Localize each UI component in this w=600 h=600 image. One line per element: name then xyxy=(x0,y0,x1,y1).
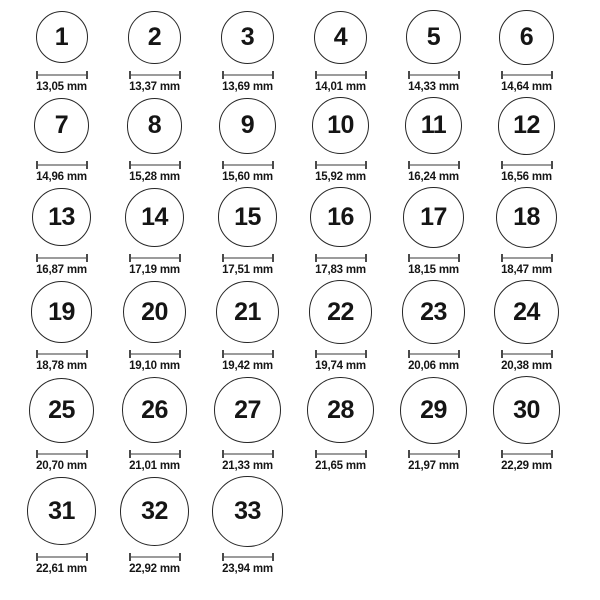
ring-size-circle xyxy=(405,97,462,154)
ring-size-number: 23 xyxy=(420,297,447,326)
ring-size-cell xyxy=(294,374,387,472)
ring-size-number: 26 xyxy=(141,395,168,424)
ring-size-cell xyxy=(294,278,387,372)
ring-size-circle xyxy=(34,98,89,153)
measure-line xyxy=(38,453,86,455)
circle-zone xyxy=(405,95,462,157)
ring-size-circle xyxy=(219,98,275,154)
diameter-label: 21,97 mm xyxy=(408,460,459,472)
circle-zone xyxy=(214,374,280,446)
measure-line xyxy=(503,257,551,259)
measure-line xyxy=(224,353,272,355)
ring-size-circle xyxy=(123,281,185,343)
diameter-measure-line xyxy=(222,450,274,458)
measure-line xyxy=(317,74,365,76)
measure-tick-right-icon xyxy=(551,254,553,262)
ring-size-number: 21 xyxy=(234,297,261,326)
measure-line xyxy=(38,257,86,259)
diameter-measure-line xyxy=(315,71,367,79)
diameter-measure-line xyxy=(501,71,553,79)
measure-line xyxy=(131,453,179,455)
measure-tick-right-icon xyxy=(551,350,553,358)
ring-size-circle xyxy=(402,280,466,344)
diameter-label: 20,06 mm xyxy=(408,360,459,373)
ring-size-number: 2 xyxy=(147,22,162,51)
ring-size-cell xyxy=(294,95,387,183)
ring-size-circle xyxy=(216,281,279,344)
ring-size-circle xyxy=(496,187,557,248)
diameter-label: 16,24 mm xyxy=(408,170,459,183)
measure-tick-right-icon xyxy=(458,161,460,169)
diameter-label: 14,01 mm xyxy=(315,80,366,93)
ring-size-cell xyxy=(108,8,201,93)
measure-tick-right-icon xyxy=(179,71,181,79)
ring-size-cell xyxy=(480,278,573,372)
circle-zone xyxy=(123,278,185,346)
circle-zone xyxy=(125,185,184,250)
ring-size-number: 8 xyxy=(147,111,162,140)
ring-size-number: 4 xyxy=(333,22,348,51)
ring-size-cell xyxy=(15,95,108,183)
diameter-measure-line xyxy=(315,350,367,358)
circle-zone xyxy=(219,95,275,157)
measure-line xyxy=(410,74,458,76)
diameter-measure-line xyxy=(36,553,88,561)
ring-size-circle xyxy=(307,377,374,444)
measure-tick-right-icon xyxy=(272,553,274,561)
circle-zone xyxy=(494,278,558,346)
measure-line xyxy=(317,353,365,355)
circle-zone xyxy=(29,374,94,446)
diameter-label: 18,78 mm xyxy=(36,360,87,373)
circle-zone xyxy=(493,374,561,446)
ring-size-number: 14 xyxy=(141,202,168,231)
ring-size-circle xyxy=(128,11,181,64)
circle-zone xyxy=(120,474,189,549)
measure-line xyxy=(503,453,551,455)
ring-size-number: 25 xyxy=(48,395,75,424)
ring-size-circle xyxy=(36,11,88,63)
ring-size-number: 22 xyxy=(327,297,354,326)
measure-tick-right-icon xyxy=(365,350,367,358)
diameter-measure-line xyxy=(501,254,553,262)
diameter-label: 18,15 mm xyxy=(408,263,459,276)
ring-size-number: 20 xyxy=(141,297,168,326)
diameter-measure-line xyxy=(222,161,274,169)
measure-tick-right-icon xyxy=(458,450,460,458)
measure-tick-right-icon xyxy=(458,71,460,79)
diameter-label: 20,38 mm xyxy=(501,360,552,373)
measure-line xyxy=(410,257,458,259)
ring-size-cell xyxy=(387,95,480,183)
ring-size-number: 33 xyxy=(234,496,261,525)
measure-tick-right-icon xyxy=(458,350,460,358)
circle-zone xyxy=(498,95,556,157)
diameter-measure-line xyxy=(129,350,181,358)
diameter-label: 21,33 mm xyxy=(222,460,273,472)
measure-line xyxy=(224,74,272,76)
circle-zone xyxy=(216,278,279,346)
measure-tick-right-icon xyxy=(179,553,181,561)
measure-line xyxy=(317,164,365,166)
measure-line xyxy=(503,353,551,355)
ring-size-circle xyxy=(32,188,90,246)
diameter-measure-line xyxy=(222,254,274,262)
diameter-measure-line xyxy=(129,254,181,262)
diameter-label: 21,65 mm xyxy=(315,460,366,472)
circle-zone xyxy=(127,95,183,157)
ring-size-cell xyxy=(108,374,201,472)
ring-size-number: 1 xyxy=(54,22,69,51)
ring-size-circle xyxy=(29,378,94,443)
ring-size-cell xyxy=(108,474,201,575)
ring-size-number: 7 xyxy=(54,111,69,140)
measure-tick-right-icon xyxy=(179,161,181,169)
diameter-measure-line xyxy=(222,350,274,358)
ring-size-cell xyxy=(15,474,108,575)
diameter-label: 13,69 mm xyxy=(222,80,273,93)
measure-tick-right-icon xyxy=(365,450,367,458)
ring-size-number: 10 xyxy=(327,111,354,140)
circle-zone xyxy=(218,185,278,250)
measure-tick-right-icon xyxy=(179,350,181,358)
diameter-label: 16,87 mm xyxy=(36,263,87,276)
ring-size-cell xyxy=(108,278,201,372)
diameter-measure-line xyxy=(36,71,88,79)
circle-zone xyxy=(312,95,369,157)
diameter-measure-line xyxy=(36,254,88,262)
measure-tick-right-icon xyxy=(365,71,367,79)
circle-zone xyxy=(31,278,93,346)
ring-size-number: 31 xyxy=(48,496,75,525)
ring-size-cell xyxy=(480,185,573,276)
diameter-label: 13,05 mm xyxy=(36,80,87,93)
ring-size-number: 3 xyxy=(240,22,255,51)
ring-size-number: 11 xyxy=(420,111,447,140)
diameter-label: 19,42 mm xyxy=(222,360,273,373)
ring-size-circle xyxy=(403,187,464,248)
ring-size-circle xyxy=(31,281,93,343)
ring-size-cell xyxy=(201,95,294,183)
diameter-measure-line xyxy=(36,350,88,358)
ring-size-cell xyxy=(108,95,201,183)
ring-size-number: 32 xyxy=(141,496,168,525)
circle-zone xyxy=(314,8,368,67)
measure-line xyxy=(38,556,86,558)
measure-line xyxy=(224,164,272,166)
diameter-label: 16,56 mm xyxy=(501,170,552,183)
ring-size-number: 24 xyxy=(513,297,540,326)
circle-zone xyxy=(406,8,460,67)
measure-line xyxy=(503,164,551,166)
measure-tick-right-icon xyxy=(365,161,367,169)
circle-zone xyxy=(122,374,188,446)
diameter-label: 22,61 mm xyxy=(36,562,87,575)
ring-size-cell xyxy=(201,185,294,276)
measure-tick-right-icon xyxy=(86,161,88,169)
chart-row xyxy=(15,8,600,93)
ring-size-number: 13 xyxy=(48,202,75,231)
measure-tick-right-icon xyxy=(86,553,88,561)
ring-size-number: 17 xyxy=(420,202,447,231)
ring-size-number: 18 xyxy=(513,202,540,231)
ring-size-cell xyxy=(15,278,108,372)
ring-size-circle xyxy=(214,377,280,443)
circle-zone xyxy=(310,185,370,250)
ring-size-cell xyxy=(201,474,294,575)
circle-zone xyxy=(36,8,88,67)
measure-tick-right-icon xyxy=(365,254,367,262)
chart-row xyxy=(15,374,600,472)
measure-tick-right-icon xyxy=(458,254,460,262)
measure-line xyxy=(224,453,272,455)
ring-size-cell xyxy=(15,185,108,276)
ring-size-cell xyxy=(294,8,387,93)
diameter-measure-line xyxy=(129,161,181,169)
circle-zone xyxy=(221,8,274,67)
diameter-measure-line xyxy=(408,254,460,262)
diameter-label: 23,94 mm xyxy=(222,562,273,575)
diameter-label: 15,60 mm xyxy=(222,170,273,183)
ring-size-cell xyxy=(480,95,573,183)
ring-size-number: 16 xyxy=(327,202,354,231)
circle-zone xyxy=(34,95,89,157)
measure-line xyxy=(131,164,179,166)
ring-size-number: 19 xyxy=(48,297,75,326)
diameter-label: 22,92 mm xyxy=(129,562,180,575)
circle-zone xyxy=(499,8,554,67)
ring-size-circle xyxy=(314,11,368,65)
ring-size-cell xyxy=(387,374,480,472)
ring-size-circle xyxy=(122,377,188,443)
measure-tick-right-icon xyxy=(272,350,274,358)
measure-line xyxy=(503,74,551,76)
circle-zone xyxy=(212,474,283,549)
ring-size-number: 6 xyxy=(519,22,534,51)
measure-line xyxy=(317,453,365,455)
diameter-measure-line xyxy=(408,71,460,79)
diameter-measure-line xyxy=(36,161,88,169)
diameter-measure-line xyxy=(129,450,181,458)
measure-line xyxy=(317,257,365,259)
ring-size-cell xyxy=(201,374,294,472)
measure-line xyxy=(224,257,272,259)
ring-size-number: 27 xyxy=(234,395,261,424)
ring-size-circle xyxy=(310,187,370,247)
measure-line xyxy=(410,453,458,455)
measure-tick-right-icon xyxy=(86,254,88,262)
diameter-label: 14,96 mm xyxy=(36,170,87,183)
measure-line xyxy=(410,164,458,166)
measure-tick-right-icon xyxy=(179,450,181,458)
chart-row xyxy=(15,278,600,372)
chart-row xyxy=(15,185,600,276)
measure-tick-right-icon xyxy=(551,450,553,458)
ring-size-number: 28 xyxy=(327,395,354,424)
ring-size-cell xyxy=(480,374,573,472)
measure-line xyxy=(131,353,179,355)
ring-size-circle xyxy=(212,476,283,547)
diameter-label: 14,64 mm xyxy=(501,80,552,93)
measure-tick-right-icon xyxy=(272,71,274,79)
diameter-label: 22,29 mm xyxy=(501,460,552,472)
ring-size-circle xyxy=(218,187,278,247)
measure-tick-right-icon xyxy=(272,161,274,169)
ring-size-circle xyxy=(498,97,556,155)
diameter-measure-line xyxy=(36,450,88,458)
circle-zone xyxy=(496,185,557,250)
measure-tick-right-icon xyxy=(272,450,274,458)
diameter-label: 17,51 mm xyxy=(222,263,273,276)
ring-size-cell xyxy=(387,8,480,93)
measure-line xyxy=(410,353,458,355)
diameter-label: 14,33 mm xyxy=(408,80,459,93)
ring-size-cell xyxy=(387,185,480,276)
ring-size-cell xyxy=(108,185,201,276)
diameter-label: 15,28 mm xyxy=(129,170,180,183)
measure-line xyxy=(38,74,86,76)
ring-size-cell xyxy=(387,278,480,372)
diameter-measure-line xyxy=(315,450,367,458)
ring-size-circle xyxy=(309,280,372,343)
diameter-measure-line xyxy=(315,161,367,169)
diameter-label: 17,19 mm xyxy=(129,263,180,276)
ring-size-circle xyxy=(499,10,554,65)
measure-tick-right-icon xyxy=(86,350,88,358)
diameter-measure-line xyxy=(501,350,553,358)
diameter-measure-line xyxy=(501,450,553,458)
ring-size-circle xyxy=(312,97,369,154)
ring-size-cell xyxy=(294,185,387,276)
circle-zone xyxy=(128,8,181,67)
ring-size-circle xyxy=(494,280,558,344)
diameter-label: 18,47 mm xyxy=(501,263,552,276)
ring-size-cell xyxy=(201,8,294,93)
measure-tick-right-icon xyxy=(86,450,88,458)
ring-size-circle xyxy=(125,188,184,247)
diameter-label: 20,70 mm xyxy=(36,460,87,472)
diameter-label: 15,92 mm xyxy=(315,170,366,183)
circle-zone xyxy=(32,185,90,250)
ring-size-cell xyxy=(201,278,294,372)
diameter-label: 21,01 mm xyxy=(129,460,180,472)
measure-tick-right-icon xyxy=(551,71,553,79)
circle-zone xyxy=(307,374,374,446)
diameter-label: 19,10 mm xyxy=(129,360,180,373)
diameter-label: 17,83 mm xyxy=(315,263,366,276)
circle-zone xyxy=(403,185,464,250)
ring-size-cell xyxy=(480,8,573,93)
measure-line xyxy=(38,164,86,166)
ring-size-circle xyxy=(120,477,189,546)
measure-tick-right-icon xyxy=(272,254,274,262)
measure-tick-right-icon xyxy=(86,71,88,79)
ring-size-number: 12 xyxy=(513,111,540,140)
ring-size-number: 15 xyxy=(234,202,261,231)
diameter-label: 13,37 mm xyxy=(129,80,180,93)
ring-size-circle xyxy=(493,376,561,444)
diameter-measure-line xyxy=(315,254,367,262)
diameter-measure-line xyxy=(408,161,460,169)
ring-size-number: 29 xyxy=(420,395,447,424)
diameter-measure-line xyxy=(129,71,181,79)
circle-zone xyxy=(402,278,466,346)
ring-size-cell xyxy=(15,374,108,472)
measure-line xyxy=(38,353,86,355)
ring-size-cell xyxy=(15,8,108,93)
measure-line xyxy=(131,74,179,76)
diameter-measure-line xyxy=(129,553,181,561)
diameter-measure-line xyxy=(501,161,553,169)
chart-row xyxy=(15,474,600,575)
measure-line xyxy=(131,257,179,259)
ring-size-circle xyxy=(127,98,183,154)
diameter-measure-line xyxy=(408,450,460,458)
circle-zone xyxy=(27,474,95,549)
diameter-label: 19,74 mm xyxy=(315,360,366,373)
ring-size-circle xyxy=(221,11,274,64)
measure-tick-right-icon xyxy=(179,254,181,262)
ring-size-number: 30 xyxy=(513,395,540,424)
circle-zone xyxy=(309,278,372,346)
measure-line xyxy=(224,556,272,558)
ring-size-circle xyxy=(406,10,460,64)
diameter-measure-line xyxy=(408,350,460,358)
ring-size-circle xyxy=(400,377,467,444)
circle-zone xyxy=(400,374,467,446)
ring-size-number: 5 xyxy=(426,22,441,51)
ring-size-number: 9 xyxy=(240,111,255,140)
measure-tick-right-icon xyxy=(551,161,553,169)
measure-line xyxy=(131,556,179,558)
ring-size-circle xyxy=(27,477,95,545)
diameter-measure-line xyxy=(222,71,274,79)
chart-row xyxy=(15,95,600,183)
diameter-measure-line xyxy=(222,553,274,561)
